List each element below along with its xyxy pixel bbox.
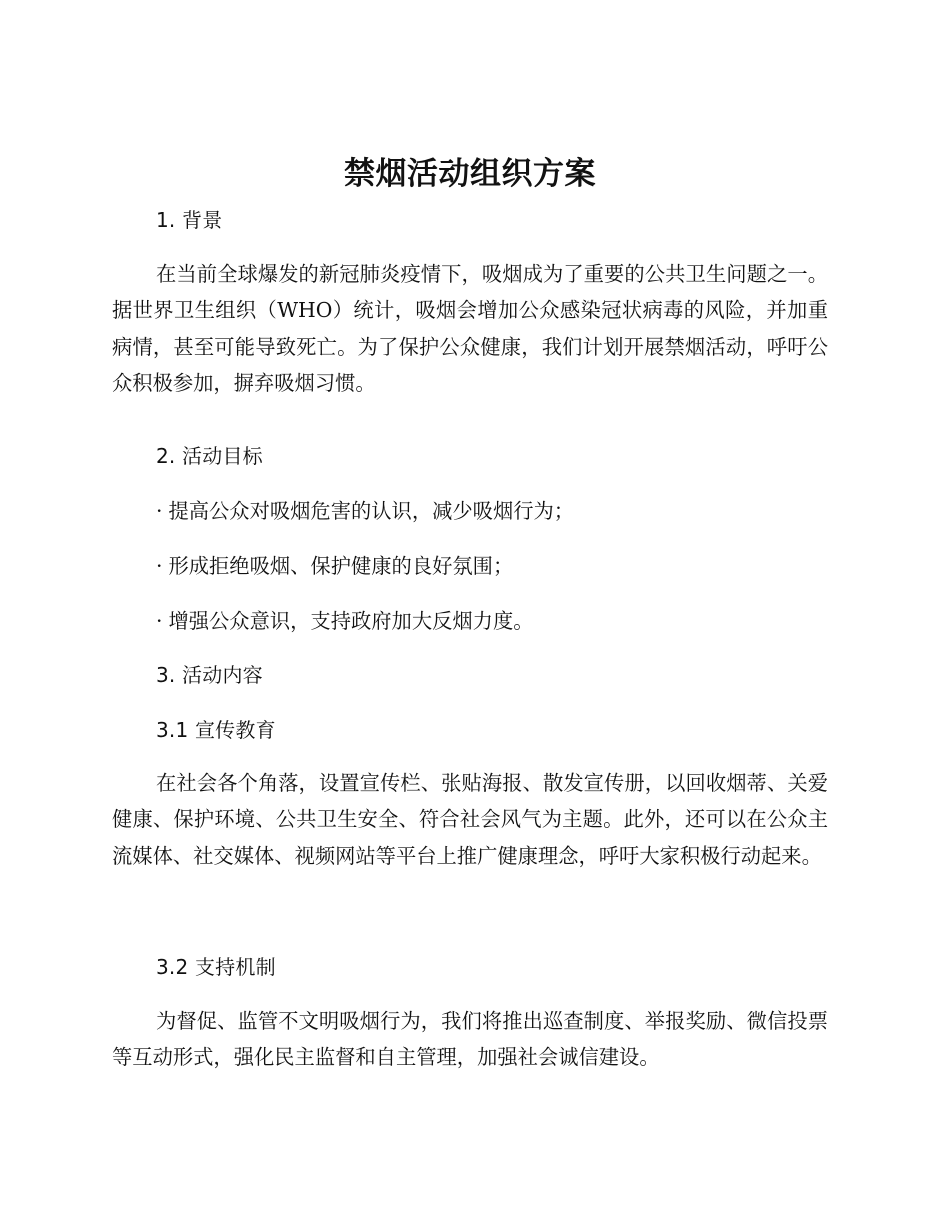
section-heading-background: 1. 背景 bbox=[156, 208, 223, 232]
goal-item-text: 形成拒绝吸烟、保护健康的良好氛围； bbox=[168, 554, 514, 578]
goal-list-item bbox=[156, 496, 574, 526]
goal-item-text: 增强公众意识，支持政府加大反烟力度。 bbox=[168, 609, 534, 633]
goal-list-item bbox=[156, 606, 534, 636]
section-heading-content: 3. 活动内容 bbox=[156, 663, 263, 687]
subsection-heading-publicity: 3.1 宣传教育 bbox=[156, 718, 276, 742]
support-paragraph: 为督促、监管不文明吸烟行为，我们将推出巡查制度、举报奖励、微信投票等互动形式，强化民主监督和自主管理，加强社会诚信建设。 bbox=[112, 1009, 828, 1070]
publicity-paragraph: 在社会各个角落，设置宣传栏、张贴海报、散发宣传册，以回收烟蒂、关爱健康、保护环境、公共卫生安全、符合社会风气为主题。此外，还可以在公众主流媒体、社交媒体、视频网站等平台上推广健康理念，呼吁大家积极行动起来。 bbox=[112, 771, 828, 868]
bullet-dot: · bbox=[156, 554, 163, 578]
bullet-dot: · bbox=[156, 499, 163, 523]
document-title: 禁烟活动组织方案 bbox=[344, 156, 596, 192]
subsection-heading-support: 3.2 支持机制 bbox=[156, 955, 276, 979]
section-heading-goals: 2. 活动目标 bbox=[156, 444, 263, 468]
goal-list-item bbox=[156, 551, 513, 581]
bullet-dot: · bbox=[156, 609, 163, 633]
background-paragraph: 在当前全球爆发的新冠肺炎疫情下，吸烟成为了重要的公共卫生问题之一。据世界卫生组织（WHO）统计，吸烟会增加公众感染冠状病毒的风险，并加重病情，甚至可能导致死亡。为了保护公众健康，我们计划开展禁烟活动，呼吁公众积极参加，摒弃吸烟习惯。 bbox=[112, 262, 828, 395]
goal-item-text: 提高公众对吸烟危害的认识，减少吸烟行为； bbox=[168, 499, 575, 523]
